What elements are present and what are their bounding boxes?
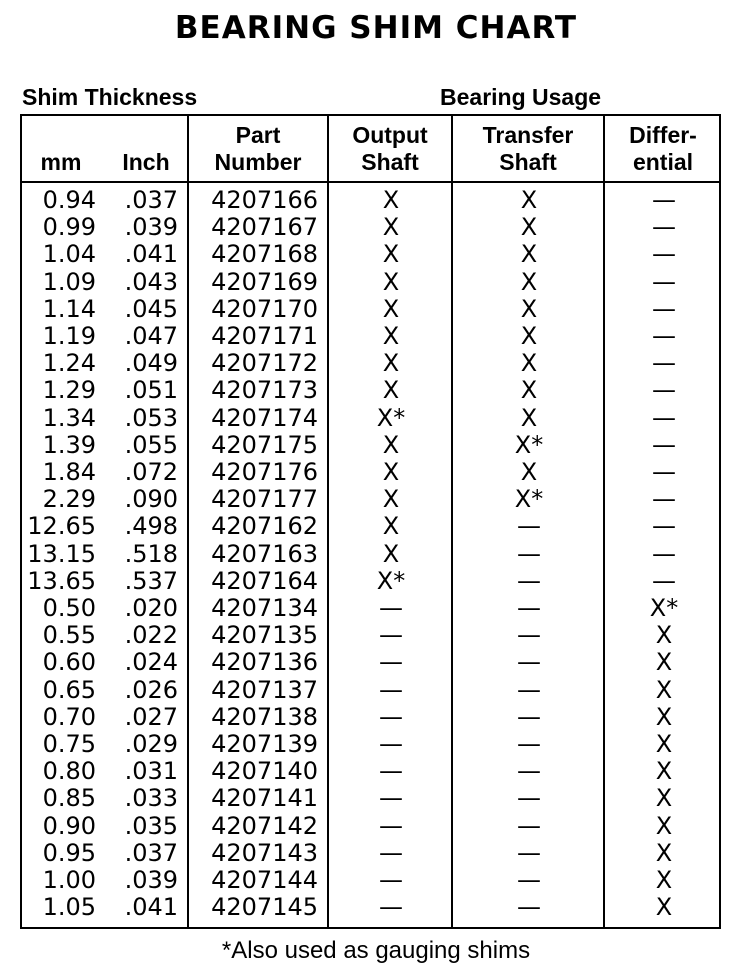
transfer-shaft-cell: — — [517, 784, 541, 813]
part-number-cell: 4207173 — [211, 376, 318, 405]
output-shaft-cell: X — [382, 240, 400, 269]
part-number-cell: 4207168 — [211, 240, 318, 269]
output-shaft-cell: — — [379, 838, 403, 867]
transfer-shaft-cell: X — [520, 267, 538, 296]
inch-cell: .020 — [124, 594, 178, 622]
inch-cell: .037 — [124, 186, 178, 214]
differential-cell: — — [652, 403, 676, 432]
differential-cell: — — [652, 458, 676, 486]
output-shaft-cell: X — [382, 186, 400, 214]
mm-cell: 1.04 — [42, 240, 96, 269]
transfer-shaft-cell: — — [517, 811, 541, 840]
transfer-shaft-cell: X — [520, 403, 538, 432]
differential-cell: X — [655, 757, 673, 786]
part-number-cell: 4207171 — [211, 322, 318, 350]
part-number-cell: 4207136 — [211, 648, 318, 677]
column-divider-output — [327, 114, 329, 929]
transfer-shaft-cell: X — [520, 294, 538, 323]
inch-cell: .041 — [124, 240, 178, 269]
inch-cell: .037 — [124, 838, 178, 867]
part-number-cell: 4207137 — [211, 675, 318, 704]
output-shaft-cell: X — [382, 376, 400, 405]
output-shaft-cell: — — [379, 621, 403, 650]
inch-cell: .031 — [124, 757, 178, 786]
output-shaft-cell: — — [379, 784, 403, 813]
mm-cell: 1.24 — [42, 349, 96, 378]
header-divider — [20, 181, 721, 183]
transfer-shaft-cell: — — [517, 866, 541, 894]
differential-cell: — — [652, 240, 676, 269]
inch-cell: .047 — [124, 322, 178, 350]
part-number-cell: 4207143 — [211, 838, 318, 867]
inch-cell: .055 — [124, 430, 178, 459]
shim-thickness-group-header: Shim Thickness — [22, 84, 198, 110]
transfer-shaft-cell: — — [517, 675, 541, 704]
part-number-cell: 4207142 — [211, 811, 318, 840]
differential-cell: — — [652, 322, 676, 350]
part-number-cell: 4207174 — [211, 403, 318, 432]
inch-cell: .029 — [124, 730, 178, 758]
part-number-cell: 4207162 — [211, 512, 318, 541]
transfer-shaft-cell: X — [520, 458, 538, 486]
differential-cell: X — [655, 702, 673, 731]
mm-cell: 0.80 — [42, 757, 96, 786]
inch-cell: .041 — [124, 893, 178, 922]
mm-cell: 0.95 — [42, 838, 96, 867]
mm-cell: 1.39 — [42, 430, 96, 459]
differential-cell: X — [655, 866, 673, 894]
output-shaft-cell: — — [379, 893, 403, 922]
transfer-shaft-cell: — — [517, 757, 541, 786]
part-number-cell: 4207138 — [211, 702, 318, 731]
part-number-cell: 4207172 — [211, 349, 318, 378]
mm-cell: 12.65 — [27, 512, 96, 541]
part-number-cell: 4207177 — [211, 485, 318, 514]
part-number-cell: 4207175 — [211, 430, 318, 459]
transfer-shaft-cell: — — [517, 648, 541, 677]
differential-cell: — — [652, 566, 676, 595]
part-number-cell: 4207139 — [211, 730, 318, 758]
column-header-output-line1: Output — [352, 122, 428, 148]
column-header-differential-line2: ential — [632, 149, 694, 175]
differential-cell: — — [652, 267, 676, 296]
inch-cell: .026 — [124, 675, 178, 704]
mm-cell: 1.29 — [42, 376, 96, 405]
part-number-cell: 4207140 — [211, 757, 318, 786]
mm-cell: 13.15 — [27, 539, 96, 568]
inch-cell: .049 — [124, 349, 178, 378]
mm-cell: 1.34 — [42, 403, 96, 432]
transfer-shaft-cell: — — [517, 566, 541, 595]
mm-cell: 2.29 — [42, 485, 96, 514]
column-header-output-line2: Shaft — [361, 149, 419, 175]
output-shaft-cell: X — [382, 349, 400, 378]
inch-cell: .022 — [124, 621, 178, 650]
column-header-inch: Inch — [122, 149, 170, 175]
transfer-shaft-cell: — — [517, 838, 541, 867]
differential-cell: — — [652, 512, 676, 541]
differential-cell: X — [655, 893, 673, 922]
mm-cell: 1.14 — [42, 294, 96, 323]
column-header-differential-line1: Differ- — [629, 122, 697, 148]
inch-cell: .045 — [124, 294, 178, 323]
inch-cell: .051 — [124, 376, 178, 405]
mm-cell: 1.05 — [42, 893, 96, 922]
transfer-shaft-cell: — — [517, 702, 541, 731]
inch-cell: .053 — [124, 403, 178, 432]
inch-cell: .072 — [124, 458, 178, 486]
inch-cell: .043 — [124, 267, 178, 296]
column-header-part-line2: Number — [214, 149, 302, 175]
inch-cell: .033 — [124, 784, 178, 813]
output-shaft-cell: — — [379, 648, 403, 677]
part-number-cell: 4207163 — [211, 539, 318, 568]
inch-cell: .498 — [124, 512, 178, 541]
mm-cell: 0.70 — [42, 702, 96, 731]
output-shaft-cell: — — [379, 811, 403, 840]
mm-cell: 0.65 — [42, 675, 96, 704]
mm-cell: 0.55 — [42, 621, 96, 650]
mm-cell: 0.60 — [42, 648, 96, 677]
part-number-cell: 4207144 — [211, 866, 318, 894]
part-number-cell: 4207135 — [211, 621, 318, 650]
mm-cell: 0.90 — [42, 811, 96, 840]
transfer-shaft-cell: X — [520, 240, 538, 269]
inch-cell: .518 — [124, 539, 178, 568]
mm-cell: 13.65 — [27, 566, 96, 595]
differential-cell: X* — [649, 594, 679, 622]
output-shaft-cell: — — [379, 757, 403, 786]
inch-cell: .090 — [124, 485, 178, 514]
transfer-shaft-cell: — — [517, 621, 541, 650]
mm-cell: 1.84 — [42, 458, 96, 486]
output-shaft-cell: X — [382, 322, 400, 350]
page-title: BEARING SHIM CHART — [174, 10, 578, 46]
inch-cell: .024 — [124, 648, 178, 677]
transfer-shaft-cell: — — [517, 539, 541, 568]
differential-cell: — — [652, 430, 676, 459]
differential-cell: — — [652, 485, 676, 514]
transfer-shaft-cell: — — [517, 512, 541, 541]
output-shaft-cell: X* — [376, 403, 406, 432]
differential-cell: — — [652, 294, 676, 323]
column-header-part-line1: Part — [235, 122, 281, 148]
transfer-shaft-cell: X — [520, 213, 538, 242]
differential-cell: X — [655, 838, 673, 867]
output-shaft-cell: X* — [376, 566, 406, 595]
part-number-cell: 4207141 — [211, 784, 318, 813]
part-number-cell: 4207170 — [211, 294, 318, 323]
mm-cell: 0.50 — [42, 594, 96, 622]
transfer-shaft-cell: X — [520, 186, 538, 214]
transfer-shaft-cell: X — [520, 349, 538, 378]
part-number-cell: 4207145 — [211, 893, 318, 922]
mm-cell: 0.75 — [42, 730, 96, 758]
transfer-shaft-cell: X* — [514, 430, 544, 459]
column-header-mm: mm — [40, 149, 82, 175]
differential-cell: X — [655, 621, 673, 650]
differential-cell: X — [655, 730, 673, 758]
column-divider-part — [187, 114, 189, 929]
transfer-shaft-cell: X — [520, 322, 538, 350]
mm-cell: 0.85 — [42, 784, 96, 813]
output-shaft-cell: X — [382, 485, 400, 514]
part-number-cell: 4207164 — [211, 566, 318, 595]
output-shaft-cell: X — [382, 294, 400, 323]
transfer-shaft-cell: — — [517, 730, 541, 758]
differential-cell: — — [652, 349, 676, 378]
transfer-shaft-cell: X* — [514, 485, 544, 514]
mm-cell: 0.99 — [42, 213, 96, 242]
output-shaft-cell: — — [379, 866, 403, 894]
output-shaft-cell: — — [379, 675, 403, 704]
bearing-usage-group-header: Bearing Usage — [440, 84, 602, 110]
part-number-cell: 4207167 — [211, 213, 318, 242]
transfer-shaft-cell: — — [517, 893, 541, 922]
column-header-transfer-line1: Transfer — [482, 122, 574, 148]
output-shaft-cell: X — [382, 267, 400, 296]
differential-cell: X — [655, 648, 673, 677]
output-shaft-cell: X — [382, 430, 400, 459]
output-shaft-cell: — — [379, 594, 403, 622]
transfer-shaft-cell: — — [517, 594, 541, 622]
inch-cell: .039 — [124, 213, 178, 242]
footnote: *Also used as gauging shims — [221, 937, 531, 964]
differential-cell: — — [652, 539, 676, 568]
inch-cell: .537 — [124, 566, 178, 595]
mm-cell: 0.94 — [42, 186, 96, 214]
output-shaft-cell: X — [382, 458, 400, 486]
part-number-cell: 4207176 — [211, 458, 318, 486]
differential-cell: — — [652, 186, 676, 214]
part-number-cell: 4207169 — [211, 267, 318, 296]
differential-cell: X — [655, 784, 673, 813]
column-header-transfer-line2: Shaft — [499, 149, 557, 175]
differential-cell: — — [652, 213, 676, 242]
output-shaft-cell: X — [382, 539, 400, 568]
mm-cell: 1.00 — [42, 866, 96, 894]
differential-cell: X — [655, 675, 673, 704]
inch-cell: .027 — [124, 702, 178, 731]
differential-cell: — — [652, 376, 676, 405]
mm-cell: 1.19 — [42, 322, 96, 350]
inch-cell: .039 — [124, 866, 178, 894]
part-number-cell: 4207166 — [211, 186, 318, 214]
part-number-cell: 4207134 — [211, 594, 318, 622]
transfer-shaft-cell: X — [520, 376, 538, 405]
output-shaft-cell: — — [379, 730, 403, 758]
output-shaft-cell: X — [382, 213, 400, 242]
mm-cell: 1.09 — [42, 267, 96, 296]
inch-cell: .035 — [124, 811, 178, 840]
differential-cell: X — [655, 811, 673, 840]
output-shaft-cell: X — [382, 512, 400, 541]
output-shaft-cell: — — [379, 702, 403, 731]
